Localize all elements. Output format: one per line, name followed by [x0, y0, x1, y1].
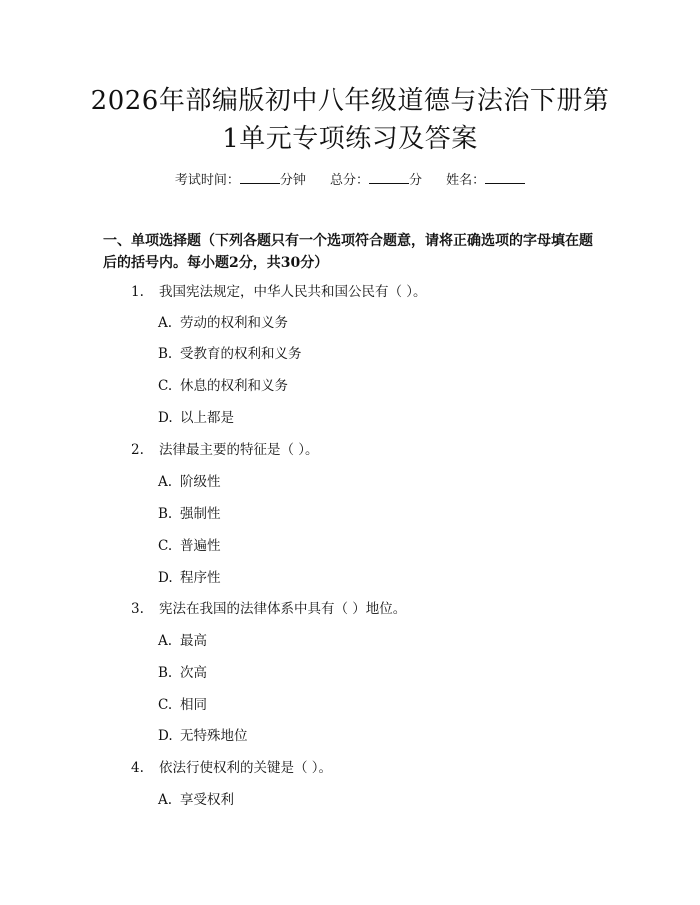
question [131, 441, 319, 459]
option-letter: C. [158, 378, 173, 394]
option [158, 569, 221, 587]
option-text: 以上都是 [180, 410, 234, 426]
option [158, 473, 221, 491]
total-score-unit: 分 [409, 173, 423, 188]
exam-time-blank[interactable] [240, 169, 280, 184]
question-number: 2. [131, 442, 144, 458]
option-text: 相同 [180, 697, 207, 713]
option-text: 无特殊地位 [180, 728, 248, 744]
question-text: 我国宪法规定，中华人民共和国公民有（ ）。 [159, 284, 427, 300]
option [158, 345, 302, 363]
question-text: 宪法在我国的法律体系中具有（ ）地位。 [159, 601, 407, 617]
option-letter: B. [158, 665, 173, 681]
option-text: 阶级性 [180, 474, 221, 490]
exam-info-line [0, 169, 700, 191]
question [131, 283, 427, 301]
option-letter: B. [158, 346, 173, 362]
student-name [446, 169, 525, 191]
option [158, 409, 234, 427]
total-score-label: 总分： [329, 173, 369, 188]
option-text: 最高 [180, 633, 207, 649]
question [131, 600, 406, 618]
option-letter: C. [158, 697, 173, 713]
option-text: 程序性 [180, 570, 221, 586]
option-text: 强制性 [180, 506, 221, 522]
exam-time-label: 考试时间： [174, 173, 240, 188]
option-text: 次高 [180, 665, 207, 681]
document-title-line-2: 1单元专项练习及答案 [222, 124, 478, 154]
option [158, 664, 207, 682]
exam-time [175, 169, 306, 191]
exam-time-unit: 分钟 [279, 173, 306, 188]
option-text: 普遍性 [180, 538, 221, 554]
option [158, 377, 288, 395]
option-letter: B. [158, 506, 173, 522]
option [158, 537, 221, 555]
option-text: 休息的权利和义务 [180, 378, 288, 394]
option [158, 314, 288, 332]
option-letter: D. [158, 728, 173, 744]
question-text: 法律最主要的特征是（ ）。 [159, 442, 319, 458]
option-letter: A. [158, 633, 173, 649]
document-title-line-1: 2026年部编版初中八年级道德与法治下册第 [90, 86, 610, 116]
option [158, 632, 207, 650]
question-number: 3. [131, 601, 144, 617]
question [131, 759, 332, 777]
student-name-label: 姓名： [446, 173, 486, 188]
question-text: 依法行使权利的关键是（ ）。 [159, 760, 333, 776]
question-number: 4. [131, 760, 144, 776]
option-letter: A. [158, 792, 173, 808]
total-score-blank[interactable] [369, 169, 409, 184]
option-text: 享受权利 [180, 792, 234, 808]
option-letter: D. [158, 410, 173, 426]
option-text: 受教育的权利和义务 [180, 346, 302, 362]
option-letter: C. [158, 538, 173, 554]
section-heading: 一、单项选择题（下列各题只有一个选项符合题意，请将正确选项的字母填在题后的括号内。每小题2分，共30分） [103, 233, 593, 271]
option [158, 696, 207, 714]
option-text: 劳动的权利和义务 [180, 315, 288, 331]
option [158, 727, 248, 745]
student-name-blank[interactable] [485, 169, 525, 184]
option [158, 791, 234, 809]
total-score [330, 169, 422, 191]
option-letter: A. [158, 474, 173, 490]
option [158, 505, 221, 523]
question-number: 1. [131, 284, 144, 300]
option-letter: A. [158, 315, 173, 331]
option-letter: D. [158, 570, 173, 586]
